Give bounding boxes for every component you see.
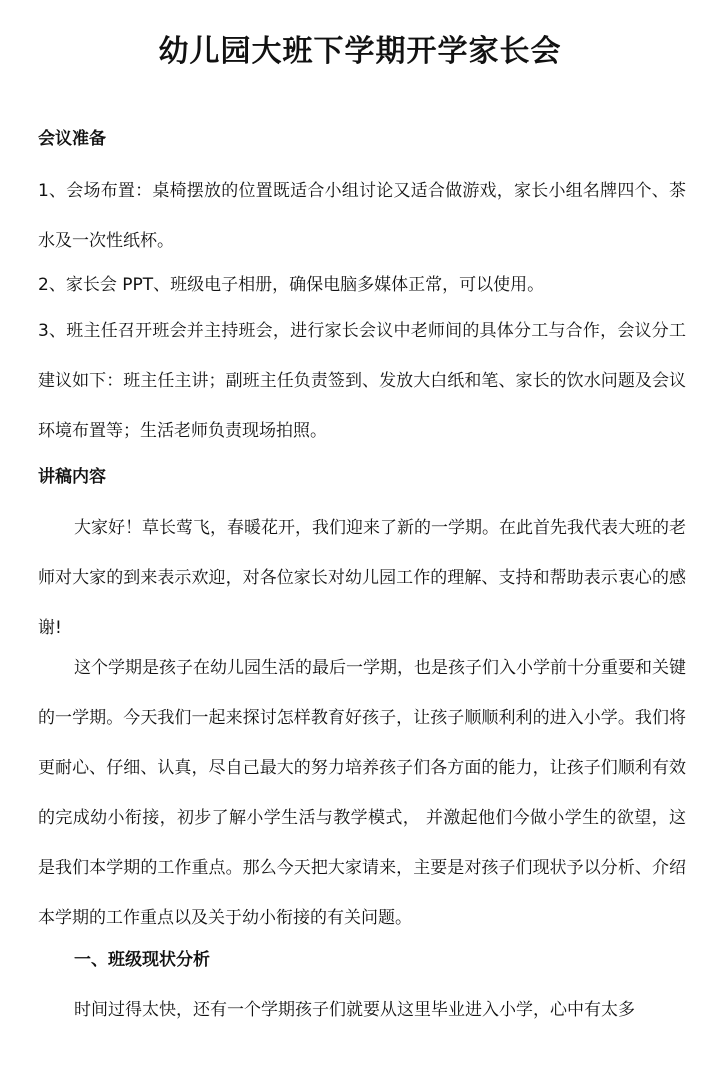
section-heading-speech: 讲稿内容 xyxy=(38,467,106,487)
subsection-paragraph: 时间过得太快，还有一个学期孩子们就要从这里毕业进入小学，心中有太多 xyxy=(74,1000,635,1020)
speech-paragraph-1: 大家好！草长莺飞，春暖花开，我们迎来了新的一学期。在此首先我代表大班的老师对大家的到来表示欢迎，对各位家长对幼儿园工作的理解、支持和帮助表示衷心的感谢! xyxy=(38,518,686,638)
prep-item-3: 3、班主任召开班会并主持班会，进行家长会议中老师间的具体分工与合作，会议分工建议如下：班主任主讲；副班主任负责签到、发放大白纸和笔、家长的饮水问题及会议环境布置等；生活老师负责现场拍照。 xyxy=(38,321,686,441)
speech-paragraph-2: 这个学期是孩子在幼儿园生活的最后一学期，也是孩子们入小学前十分重要和关键的一学期。今天我们一起来探讨怎样教育好孩子，让孩子顺顺利利的进入小学。我们将更耐心、仔细、认真，尽自己最大的努力培养孩子们各方面的能力，让孩子们顺利有效的完成幼小衔接，初步了解小学生活与教学模式， 并激起他们今做小学生的欲望，这是我们本学期的工作重点。那么今天把大家请来，主要是对孩子们现状予以分析、介绍本学期的工作重点以及关于幼小衔接的有关问题。 xyxy=(38,658,686,928)
subsection-heading-class-status: 一、班级现状分析 xyxy=(74,950,210,970)
prep-item-1: 1、会场布置：桌椅摆放的位置既适合小组讨论又适合做游戏，家长小组名牌四个、茶水及一次性纸杯。 xyxy=(38,181,686,251)
section-heading-prep: 会议准备 xyxy=(38,129,106,149)
prep-item-2: 2、家长会 PPT、班级电子相册，确保电脑多媒体正常，可以使用。 xyxy=(38,275,545,295)
document-title: 幼儿园大班下学期开学家长会 xyxy=(158,34,562,69)
